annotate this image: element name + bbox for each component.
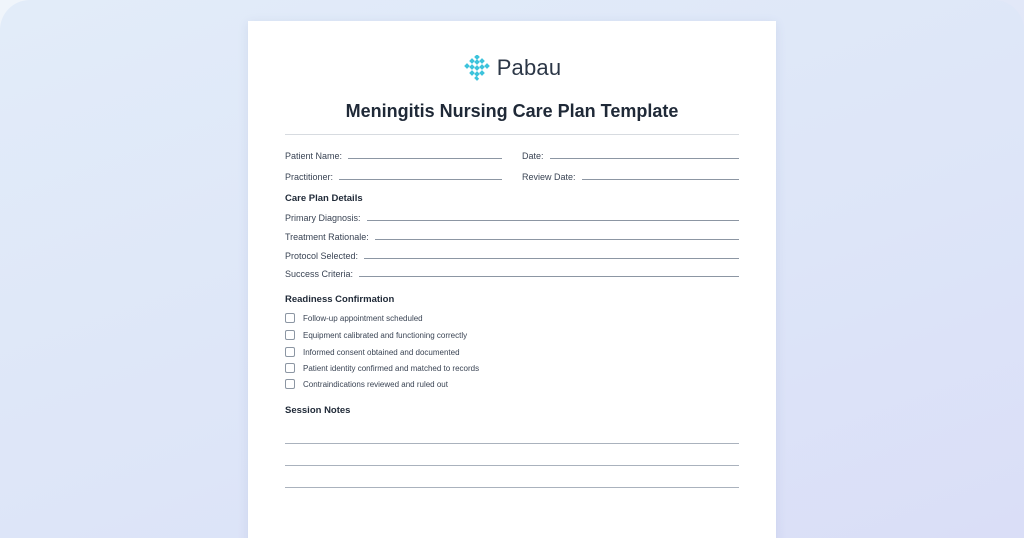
date-field[interactable]	[522, 151, 739, 161]
session-notes-line[interactable]	[285, 443, 739, 444]
session-notes-heading: Session Notes	[285, 405, 351, 416]
protocol-selected-line[interactable]	[364, 252, 739, 259]
patient-name-field[interactable]	[285, 151, 502, 161]
success-criteria-line[interactable]	[359, 270, 739, 277]
title-divider	[285, 134, 739, 135]
success-criteria-label: Success Criteria:	[285, 269, 354, 279]
checklist-item[interactable]	[285, 330, 467, 340]
checkbox[interactable]	[285, 379, 295, 389]
success-criteria-field[interactable]	[285, 269, 739, 279]
brand-name: Pabau	[496, 55, 562, 80]
readiness-heading: Readiness Confirmation	[285, 294, 395, 305]
treatment-rationale-field[interactable]	[285, 232, 739, 242]
date-line[interactable]	[550, 152, 739, 159]
checklist-item-label: Patient identity confirmed and matched to records	[303, 363, 480, 373]
checklist-item[interactable]	[285, 363, 479, 373]
pabau-logo-icon	[463, 55, 491, 81]
checklist-item-label: Informed consent obtained and documented	[303, 347, 460, 357]
treatment-rationale-label: Treatment Rationale:	[285, 232, 369, 242]
checklist-item[interactable]	[285, 313, 423, 323]
practitioner-line[interactable]	[339, 173, 502, 180]
checklist-item[interactable]	[285, 379, 448, 389]
primary-diagnosis-label: Primary Diagnosis:	[285, 213, 361, 223]
care-plan-heading: Care Plan Details	[285, 193, 363, 204]
checkbox[interactable]	[285, 347, 295, 357]
practitioner-field[interactable]	[285, 172, 502, 182]
protocol-selected-field[interactable]	[285, 251, 739, 261]
checklist-item[interactable]	[285, 347, 460, 357]
treatment-rationale-line[interactable]	[375, 233, 739, 240]
primary-diagnosis-line[interactable]	[367, 214, 739, 221]
checkbox[interactable]	[285, 313, 295, 323]
checklist-item-label: Equipment calibrated and functioning correctly	[303, 330, 468, 340]
session-notes-line[interactable]	[285, 465, 739, 466]
checklist-item-label: Follow-up appointment scheduled	[303, 313, 423, 323]
review-date-label: Review Date:	[522, 172, 576, 182]
protocol-selected-label: Protocol Selected:	[285, 251, 359, 261]
checkbox[interactable]	[285, 363, 295, 373]
practitioner-label: Practitioner:	[285, 172, 334, 182]
date-label: Date:	[522, 151, 544, 161]
patient-name-line[interactable]	[348, 152, 502, 159]
checklist-item-label: Contraindications reviewed and ruled out	[303, 379, 448, 389]
session-notes-line[interactable]	[285, 487, 739, 488]
primary-diagnosis-field[interactable]	[285, 213, 739, 223]
checkbox[interactable]	[285, 330, 295, 340]
patient-name-label: Patient Name:	[285, 151, 343, 161]
review-date-line[interactable]	[582, 173, 739, 180]
review-date-field[interactable]	[522, 172, 739, 182]
document-title: Meningitis Nursing Care Plan Template	[345, 101, 679, 121]
care-plan-document	[248, 21, 776, 538]
brand-logo	[248, 55, 776, 81]
